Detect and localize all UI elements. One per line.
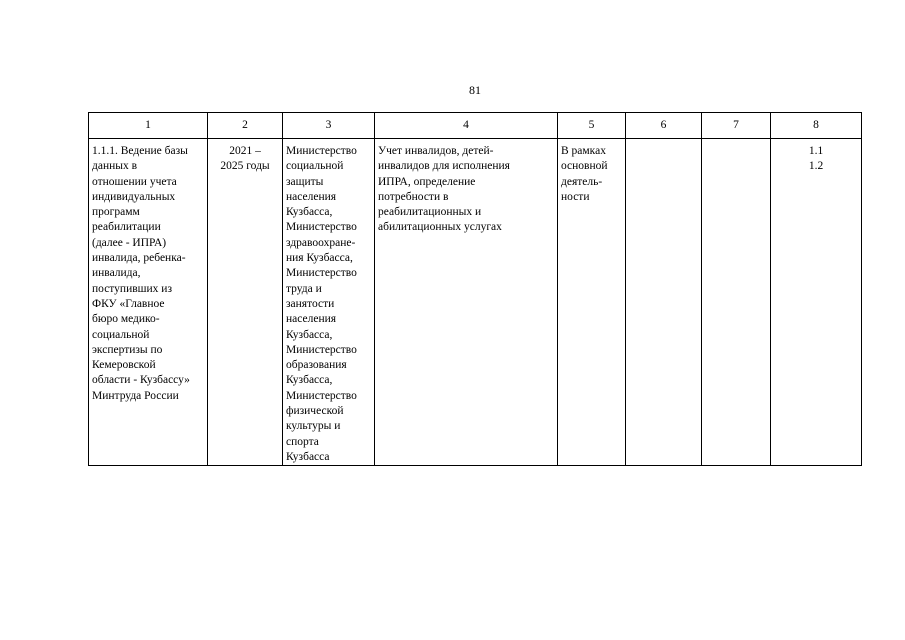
page-number: 81 xyxy=(469,83,481,97)
header-cell-5: 5 xyxy=(558,113,626,139)
cell-result: Учет инвалидов, детей- инвалидов для исполнения ИПРА, определение потребности в реабилитационных и абилитационных услугах xyxy=(375,139,558,466)
cell-indicators: 1.1 1.2 xyxy=(771,139,862,466)
header-cell-2: 2 xyxy=(208,113,283,139)
table-row xyxy=(89,139,862,466)
header-cell-7: 7 xyxy=(702,113,771,139)
cell-funding: В рамках основной деятель- ности xyxy=(558,139,626,466)
header-cell-8: 8 xyxy=(771,113,862,139)
header-cell-4: 4 xyxy=(375,113,558,139)
cell-col6 xyxy=(626,139,702,466)
cell-executors: Министерство социальной защиты населения Кузбасса, Министерство здравоохране- ния Кузбасса, Министерство труда и занятости населения Кузбасса, Министерство образования Кузбасса, Министерство физической культуры и спорта Кузбасса xyxy=(283,139,375,466)
program-table xyxy=(88,112,862,466)
table-header-row xyxy=(89,113,862,139)
header-cell-6: 6 xyxy=(626,113,702,139)
cell-period: 2021 – 2025 годы xyxy=(208,139,283,466)
header-cell-1: 1 xyxy=(89,113,208,139)
cell-activity-name: 1.1.1. Ведение базы данных в отношении учета индивидуальных программ реабилитации (далее - ИПРА) инвалида, ребенка- инвалида, поступивших из ФКУ «Главное бюро медико- социальной экспертизы по Кемеровской области - Кузбассу» Минтруда России xyxy=(89,139,208,466)
cell-col7 xyxy=(702,139,771,466)
header-cell-3: 3 xyxy=(283,113,375,139)
